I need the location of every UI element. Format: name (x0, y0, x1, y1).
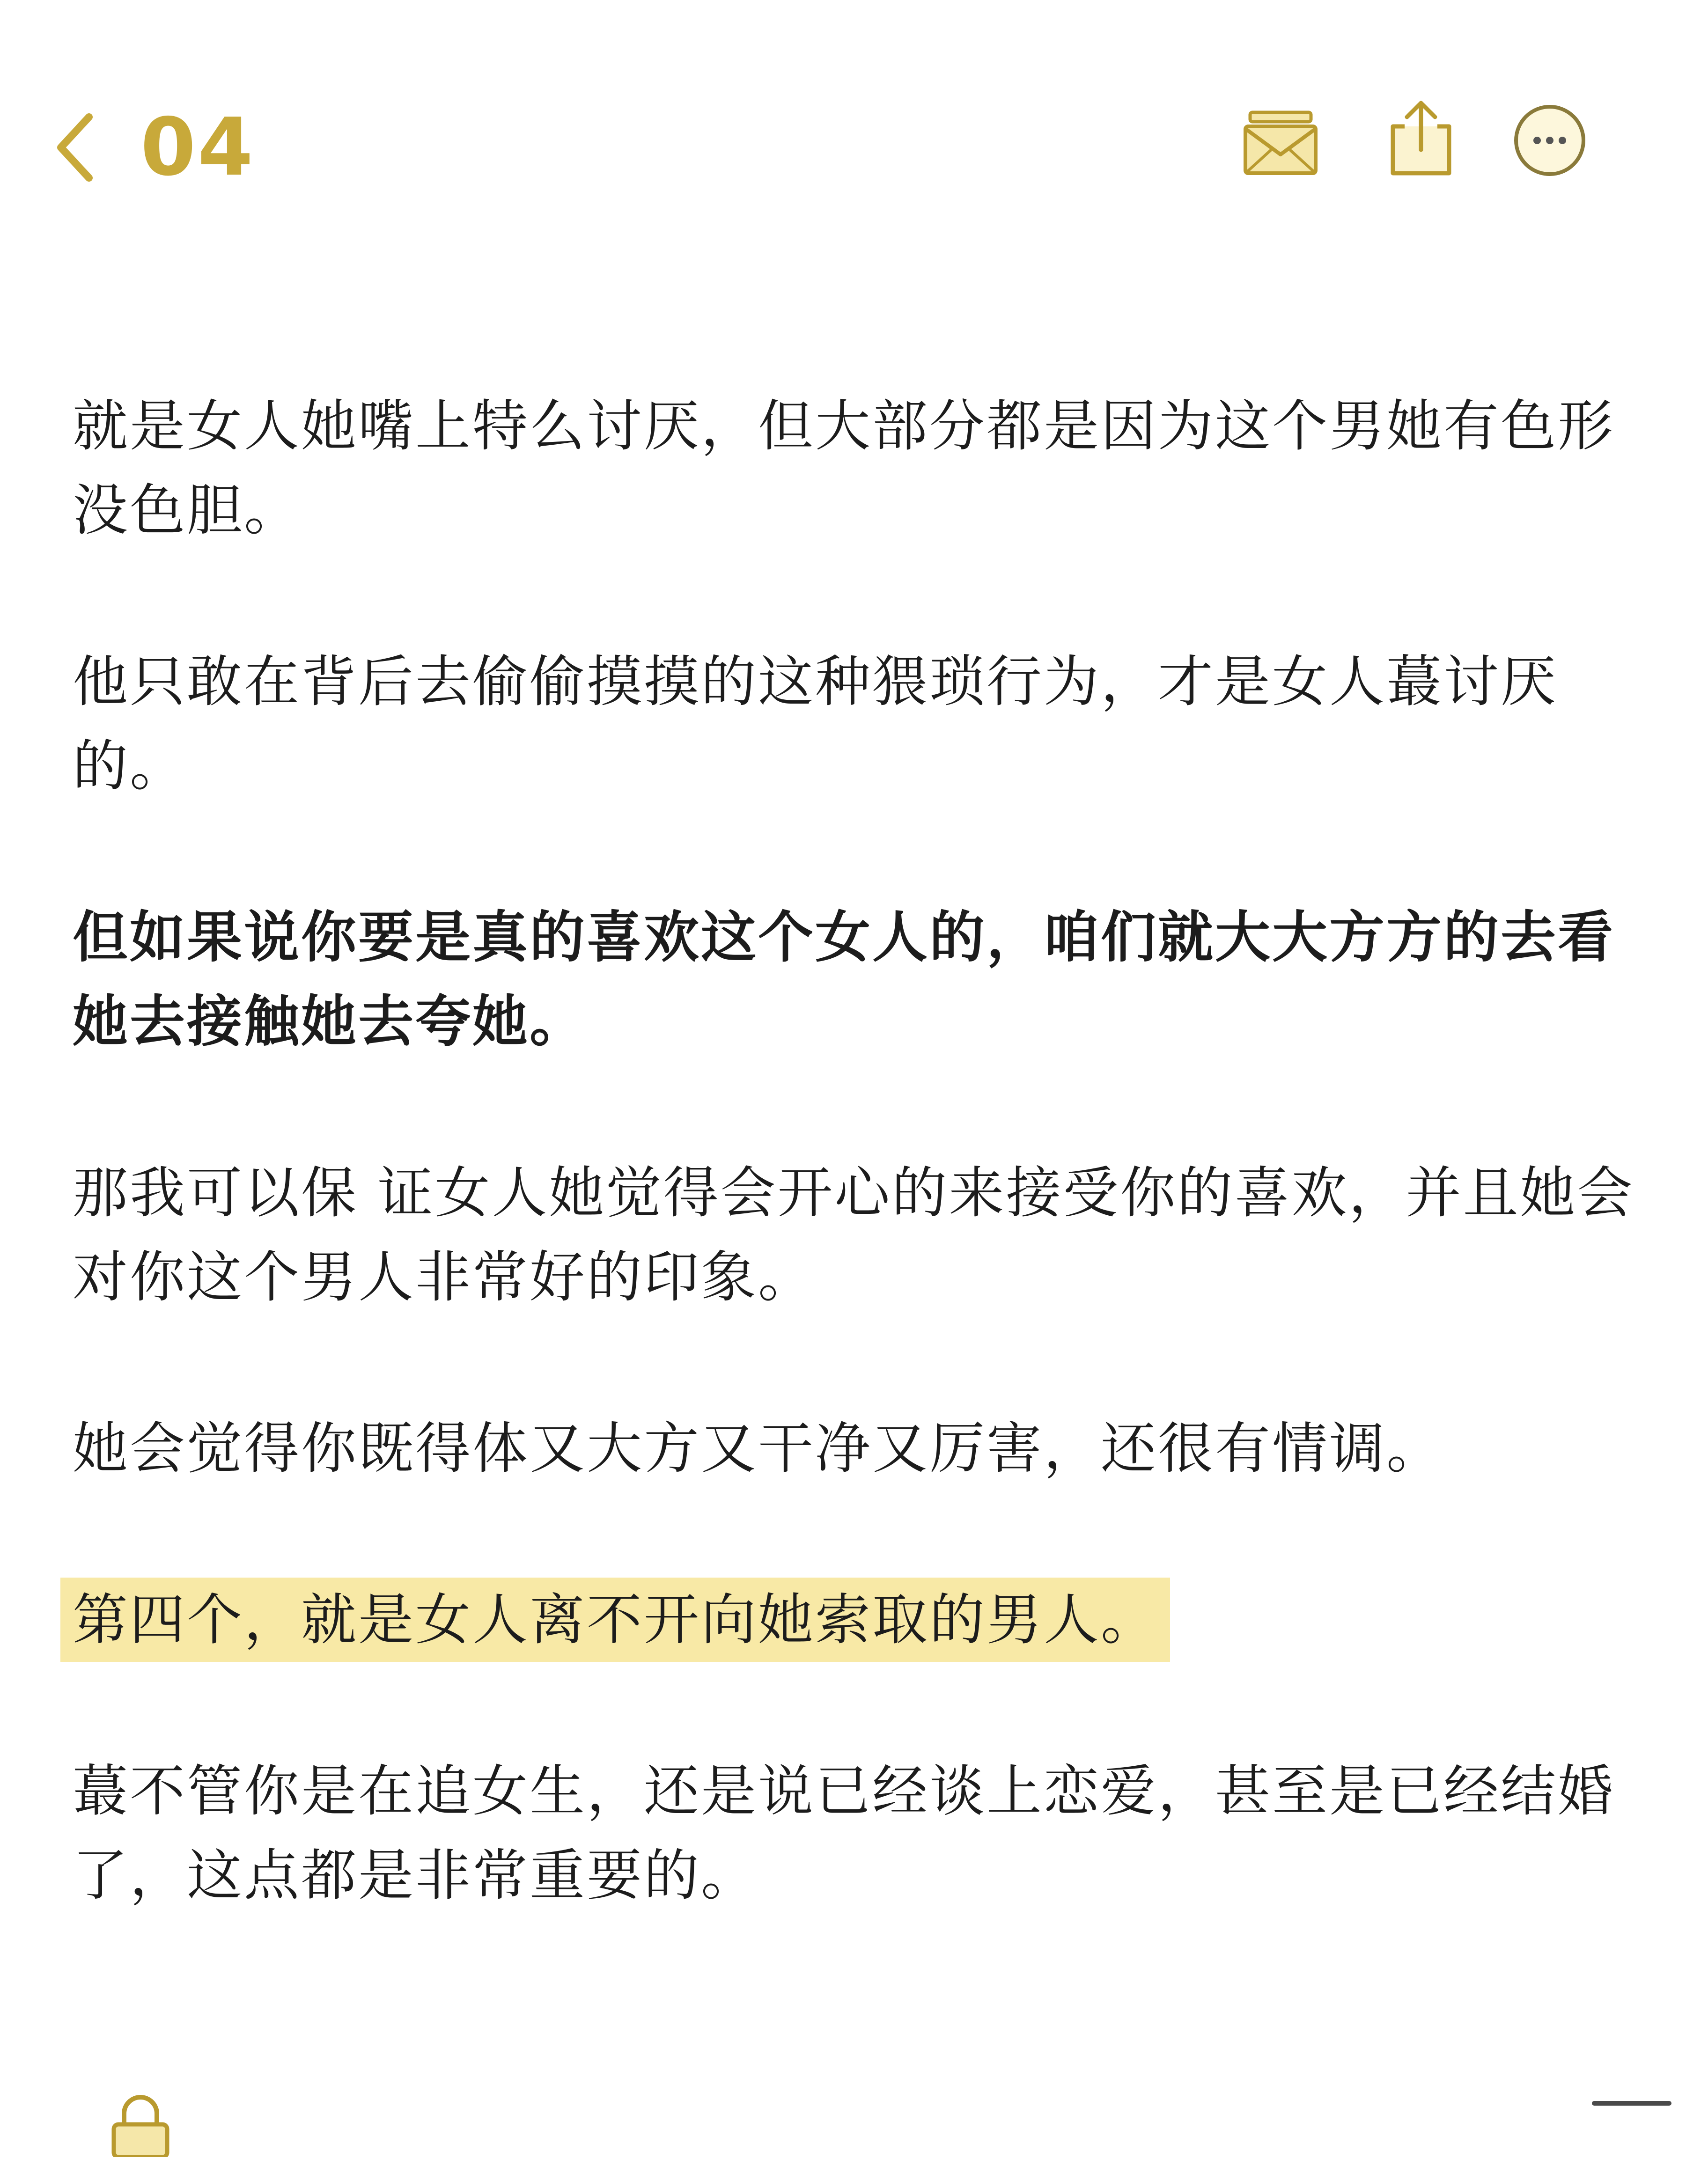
chevron-left-icon (52, 110, 98, 185)
paragraph: 他只敢在背后去偷偷摸摸的这种猥琐行为，才是女人蕞讨厌的。 (73, 649, 1558, 798)
paragraph: 就是女人她嘴上特么讨厌，但大部分都是因为这个男她有色形没色胆。 (73, 394, 1615, 543)
paragraph: 那我可以保 证女人她觉得会开心的来接受你的喜欢，并且她会对你这个男人非常好的印象。 (73, 1160, 1634, 1309)
note-body (73, 384, 1655, 2005)
paragraph: 蕞不管你是在追女生，还是说已经谈上恋爱，甚至是已经结婚了，这点都是非常重要的。 (73, 1759, 1615, 1908)
footer-divider (1592, 2101, 1671, 2106)
lock-button[interactable] (105, 2093, 176, 2157)
share-icon (1377, 94, 1465, 183)
mail-icon (1236, 94, 1325, 183)
more-button[interactable] (1505, 94, 1594, 183)
lock-icon (105, 2093, 176, 2157)
share-button[interactable] (1377, 94, 1465, 183)
more-icon (1505, 94, 1594, 183)
paragraph-highlighted: 第四个，就是女人离不开向她索取的男人。 (60, 1578, 1170, 1662)
mail-button[interactable] (1236, 94, 1325, 183)
top-toolbar (0, 0, 1708, 290)
back-button[interactable] (52, 103, 255, 192)
paragraph-bold: 但如果说你要是真的喜欢这个女人的，咱们就大大方方的去看她去接触她去夸她。 (73, 905, 1615, 1054)
page-number: 04 (140, 101, 255, 194)
paragraph: 她会觉得你既得体又大方又干净又厉害，还很有情调。 (73, 1416, 1444, 1481)
